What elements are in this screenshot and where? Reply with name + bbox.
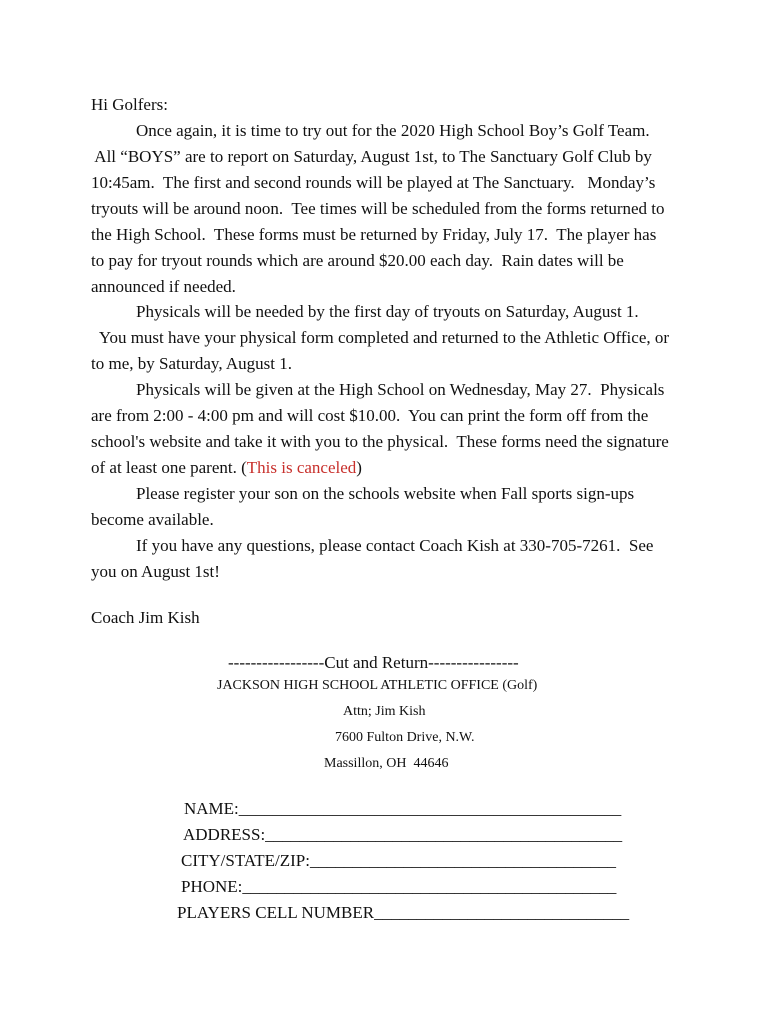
physicals-line-1: Physicals will be needed by the first day of tryouts on Saturday, August 1. bbox=[136, 302, 639, 321]
city-address: Massillon, OH 44646 bbox=[324, 756, 449, 771]
register-line-1: Please register your son on the schools website when Fall sports sign-ups bbox=[136, 484, 635, 503]
questions-line-2: you on August 1st! bbox=[91, 562, 220, 581]
name-field: NAME:_____________________________________________ bbox=[184, 799, 622, 818]
parent-signature-line bbox=[91, 458, 362, 478]
letter-line-4: tryouts will be around noon. Tee times will be scheduled from the forms returned to bbox=[91, 199, 665, 218]
attention-line: Attn; Jim Kish bbox=[343, 704, 426, 719]
address-field: ADDRESS:__________________________________________ bbox=[183, 825, 623, 844]
parent-line-prefix: of at least one parent. ( bbox=[91, 458, 247, 477]
physicals-line-3: to me, by Saturday, August 1. bbox=[91, 354, 292, 373]
canceled-note: This is canceled bbox=[246, 458, 357, 477]
players-cell-number-field: PLAYERS CELL NUMBER______________________________ bbox=[177, 903, 630, 922]
parent-line-suffix: ) bbox=[356, 458, 362, 477]
letter-line-5: the High School. These forms must be returned by Friday, July 17. The player has bbox=[91, 225, 657, 244]
physicals-given-line-3: school's website and take it with you to the physical. These forms need the signature bbox=[91, 432, 669, 451]
letter-line-3: 10:45am. The first and second rounds will be played at The Sanctuary. Monday’s bbox=[91, 173, 656, 192]
office-name: JACKSON HIGH SCHOOL ATHLETIC OFFICE (Golf) bbox=[217, 678, 538, 693]
phone-field: PHONE:____________________________________________ bbox=[181, 877, 617, 896]
physicals-line-2: You must have your physical form completed and returned to the Athletic Office, or bbox=[91, 328, 670, 347]
letter-line-7: announced if needed. bbox=[91, 277, 236, 296]
physicals-given-line-2: are from 2:00 - 4:00 pm and will cost $10.00. You can print the form off from the bbox=[91, 406, 649, 425]
letter-line-1: Once again, it is time to try out for the 2020 High School Boy’s Golf Team. bbox=[136, 121, 650, 140]
street-address: 7600 Fulton Drive, N.W. bbox=[335, 730, 475, 745]
cut-and-return-header: -----------------Cut and Return---------------- bbox=[228, 653, 519, 672]
register-line-2: become available. bbox=[91, 510, 214, 529]
letter-line-6: to pay for tryout rounds which are around $20.00 each day. Rain dates will be bbox=[91, 251, 624, 270]
letter-line-2: All “BOYS” are to report on Saturday, August 1st, to The Sanctuary Golf Club by bbox=[91, 147, 652, 166]
questions-line-1: If you have any questions, please contact Coach Kish at 330-705-7261. See bbox=[136, 536, 654, 555]
greeting: Hi Golfers: bbox=[91, 95, 168, 114]
signature: Coach Jim Kish bbox=[91, 608, 200, 627]
physicals-given-line-1: Physicals will be given at the High School on Wednesday, May 27. Physicals bbox=[136, 380, 665, 399]
city-state-zip-field: CITY/STATE/ZIP:____________________________________ bbox=[181, 851, 616, 870]
